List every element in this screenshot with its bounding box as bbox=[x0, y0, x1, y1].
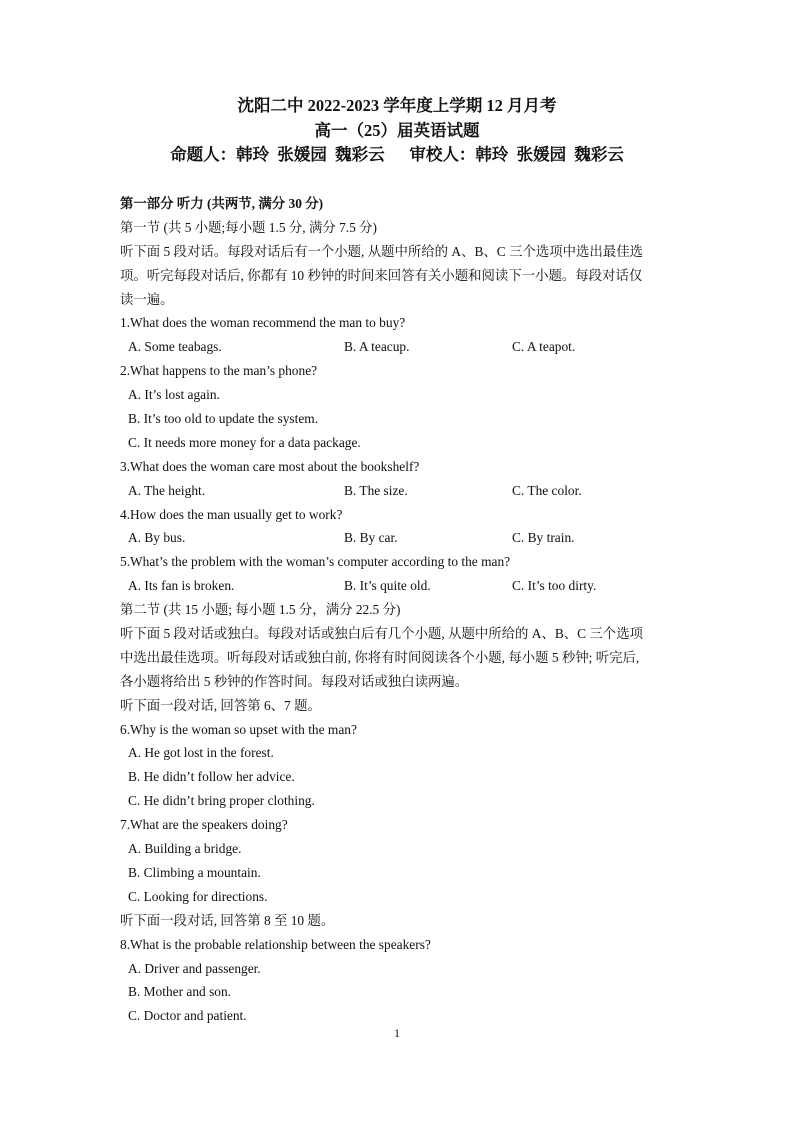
options-row bbox=[120, 526, 680, 550]
option-b: B. The size. bbox=[344, 482, 408, 498]
option-c: C. It’s too dirty. bbox=[512, 578, 597, 594]
option-a: A. Its fan is broken. bbox=[128, 578, 235, 594]
instruction-line: 听下面 5 段对话或独白。每段对话或独白后有几个小题, 从题中所给的 A、B、C 三个选项 bbox=[120, 626, 643, 642]
part-title: 第一部分 听力 (共两节, 满分 30 分) bbox=[120, 196, 324, 211]
option-b: B. Climbing a mountain. bbox=[128, 864, 261, 880]
instruction-line: 读一遍。 bbox=[120, 291, 174, 307]
option-c: C. He didn’t bring proper clothing. bbox=[128, 793, 315, 809]
option-c: C. Looking for directions. bbox=[128, 888, 268, 904]
option-a: A. Some teabags. bbox=[128, 339, 222, 355]
option-c: C. By train. bbox=[512, 530, 575, 546]
question-3: 3.What does the woman care most about the bookshelf? bbox=[120, 458, 420, 474]
question-4: 4.How does the man usually get to work? bbox=[120, 506, 343, 522]
instruction-line: 中选出最佳选项。听每段对话或独白前, 你将有时间阅读各个小题, 每小题 5 秒钟; 听完后, bbox=[120, 649, 640, 665]
option-b: B. Mother and son. bbox=[128, 984, 232, 1000]
question-1: 1.What does the woman recommend the man to buy? bbox=[120, 315, 406, 331]
exam-body bbox=[120, 192, 680, 1028]
dialog-note: 听下面一段对话, 回答第 8 至 10 题。 bbox=[120, 912, 335, 928]
question-6: 6.Why is the woman so upset with the man? bbox=[120, 721, 357, 737]
exam-header bbox=[0, 94, 794, 168]
section-title: 第一节 (共 5 小题;每小题 1.5 分, 满分 7.5 分) bbox=[120, 219, 378, 235]
exam-title: 沈阳二中 2022-2023 学年度上学期 12 月月考 bbox=[237, 96, 557, 115]
instruction-line: 各小题将给出 5 秒钟的作答时间。每段对话或独白读两遍。 bbox=[120, 673, 469, 689]
option-b: B. It’s too old to update the system. bbox=[128, 411, 319, 427]
question-2: 2.What happens to the man’s phone? bbox=[120, 363, 318, 379]
question-7: 7.What are the speakers doing? bbox=[120, 817, 288, 833]
option-a: A. It’s lost again. bbox=[128, 387, 220, 403]
exam-subtitle: 高一（25）届英语试题 bbox=[314, 120, 480, 140]
option-c: C. The color. bbox=[512, 482, 582, 498]
options-row bbox=[120, 574, 680, 598]
options-row bbox=[120, 479, 680, 503]
dialog-note: 听下面一段对话, 回答第 6、7 题。 bbox=[120, 697, 321, 713]
page-number: 1 bbox=[394, 1026, 400, 1040]
option-c: C. Doctor and patient. bbox=[128, 1008, 247, 1024]
option-a: A. Driver and passenger. bbox=[128, 960, 261, 976]
option-c: C. A teapot. bbox=[512, 339, 576, 355]
exam-authors: 命题人：韩玲 张媛园 魏彩云 审校人：韩玲 张媛园 魏彩云 bbox=[170, 145, 624, 164]
option-b: B. He didn’t follow her advice. bbox=[128, 769, 295, 785]
section-title: 第二节 (共 15 小题; 每小题 1.5 分，满分 22.5 分) bbox=[120, 602, 401, 618]
instruction-line: 项。听完每段对话后, 你都有 10 秒钟的时间来回答有关小题和阅读下一小题。每段对话仅 bbox=[120, 267, 643, 283]
option-a: A. Building a bridge. bbox=[128, 841, 242, 857]
option-c: C. It needs more money for a data package. bbox=[128, 434, 361, 450]
options-row bbox=[120, 335, 680, 359]
option-a: A. The height. bbox=[128, 482, 206, 498]
option-a: A. He got lost in the forest. bbox=[128, 745, 274, 761]
option-b: B. A teacup. bbox=[344, 339, 410, 355]
instruction-line: 听下面 5 段对话。每段对话后有一个小题, 从题中所给的 A、B、C 三个选项中选出最佳选 bbox=[120, 243, 643, 259]
option-b: B. It’s quite old. bbox=[344, 578, 431, 594]
option-a: A. By bus. bbox=[128, 530, 186, 546]
question-5: 5.What’s the problem with the woman’s computer according to the man? bbox=[120, 554, 511, 570]
option-b: B. By car. bbox=[344, 530, 398, 546]
question-8: 8.What is the probable relationship between the speakers? bbox=[120, 936, 431, 952]
